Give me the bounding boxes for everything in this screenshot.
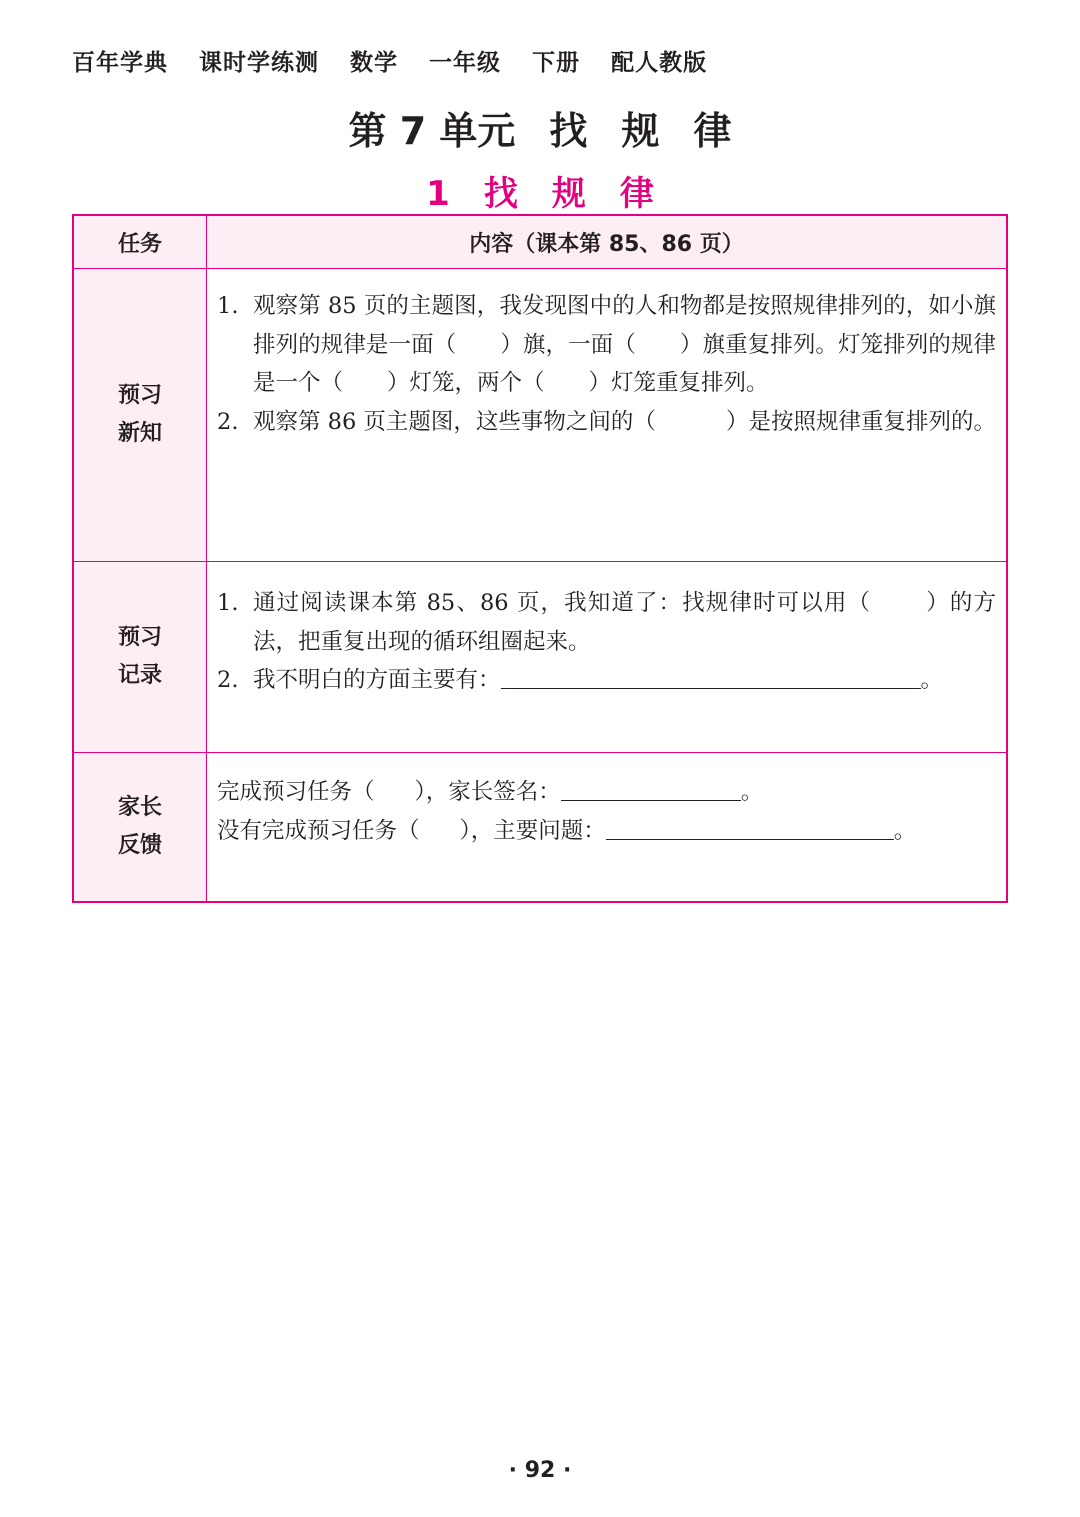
column-header-task: 任务 [73,215,207,269]
question-number: 1. [217,293,239,319]
question-item [217,287,996,403]
unit-title-char-3: 律 [693,109,732,153]
content-cell [207,562,1008,753]
lesson-title [0,166,1080,215]
series-header [72,44,729,77]
task-cell [73,269,207,562]
unit-label: 第 7 单元 [348,109,516,153]
question-item [217,403,996,442]
unit-title [0,100,1080,155]
answer-line[interactable] [501,666,921,689]
book-name: 课时学练测 [199,50,320,76]
text-segment: ）灯笼重复排列。 [588,370,769,396]
unit-title-char-1: 找 [549,109,588,153]
question-item [217,661,996,700]
table-header-row [73,215,1007,269]
volume: 下册 [532,50,581,76]
question-text [253,661,996,700]
text-segment: 完成预习任务（ [217,779,375,805]
table-row-preview-new [73,269,1007,562]
text-segment: 没有完成预习任务（ [217,817,420,844]
subject: 数学 [350,50,399,76]
parent-signature-line[interactable] [561,778,741,801]
text-segment: 通过阅读课本第 85、86 页，我知道了：找规律时可以用（ [253,590,872,616]
question-text [253,287,996,403]
lesson-number: 1 [426,174,450,214]
text-segment: 。 [893,817,917,844]
task-label-line-2: 新知 [117,421,162,446]
task-label-line-1: 预习 [117,383,162,408]
task-label-line-1: 家长 [117,795,162,820]
text-segment: ），主要问题： [459,817,606,844]
page-number: · 92 · [508,1458,572,1483]
content-cell [207,269,1008,562]
table-row-preview-record [73,562,1007,753]
task-cell [73,753,207,903]
question-number: 2. [217,667,239,693]
table-row-parent-feedback [73,753,1007,903]
text-segment: 。 [740,779,764,805]
text-segment: ）旗，一面（ [500,331,636,358]
edition: 配人教版 [611,50,708,76]
feedback-line-completed [217,773,996,812]
series-name: 百年学典 [72,50,168,76]
text-segment: 观察第 86 页主题图，这些事物之间的（ [253,408,656,435]
task-label-line-1: 预习 [117,625,162,650]
text-segment: ）灯笼，两个（ [387,370,545,396]
text-segment: ）的方法，把重复出现的循环组圈起来。 [253,590,996,655]
text-segment: 观察第 85 页的主题图，我发现图中的人和物都是按照规律排列的，如小旗排列的规律是一面（ [253,293,996,358]
column-header-content: 内容（课本第 85、86 页） [207,215,1008,269]
grade: 一年级 [429,50,502,76]
main-problem-line[interactable] [606,817,894,840]
question-item [217,584,996,661]
task-label-line-2: 记录 [117,663,162,688]
task-label-line-2: 反馈 [117,833,162,858]
task-cell [73,562,207,753]
question-number: 1. [217,590,239,616]
unit-title-char-2: 规 [621,109,660,153]
text-segment: ），家长签名： [414,779,561,805]
text-segment: 。 [920,667,944,693]
text-segment: 我不明白的方面主要有： [253,667,501,693]
content-cell [207,753,1008,903]
lesson-title-char-2: 规 [551,174,586,214]
text-segment: ）是按照规律重复排列的。 [725,408,996,435]
lesson-title-char-1: 找 [483,174,518,214]
feedback-line-not-completed [217,812,996,851]
question-text [253,584,996,661]
preview-task-table [72,214,1008,903]
text-segment: ）旗重复排列。灯笼排列的规律是一个（ [253,331,996,396]
question-text [253,403,996,442]
lesson-title-char-3: 律 [619,174,654,214]
question-number: 2. [217,408,239,435]
